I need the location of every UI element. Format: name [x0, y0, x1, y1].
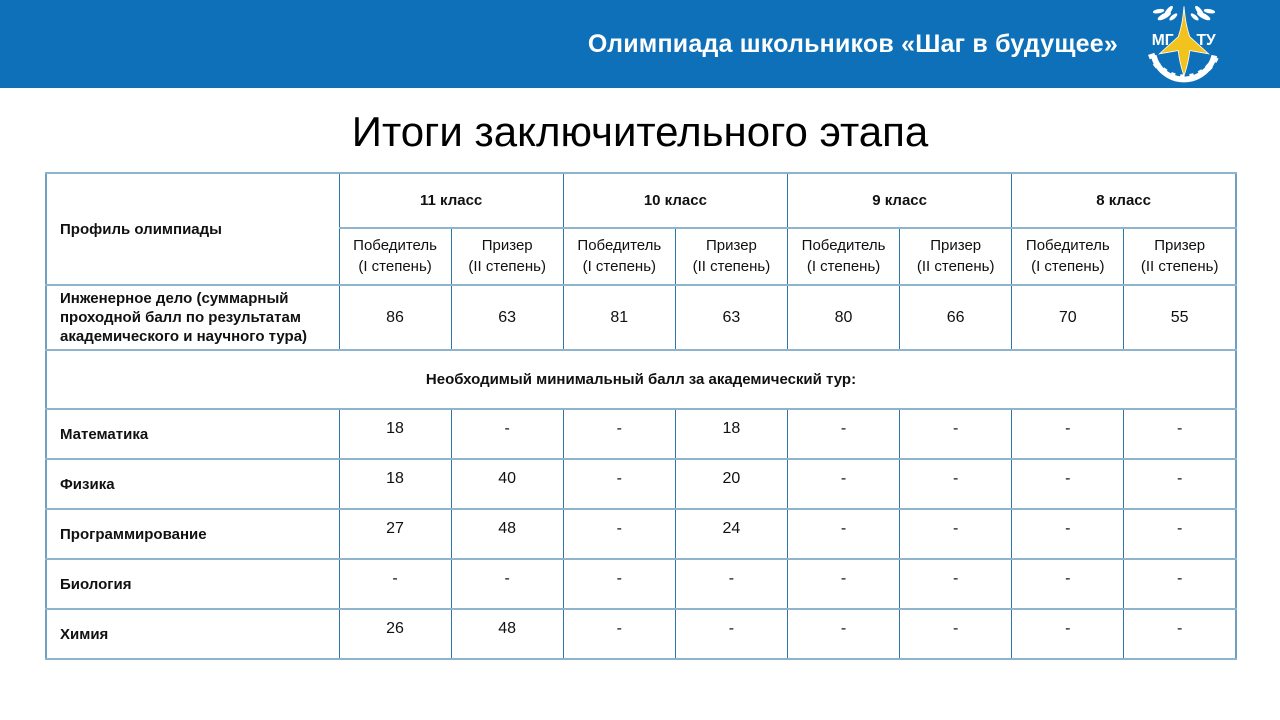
score-cell: 63 [451, 285, 563, 350]
score-cell: 80 [788, 285, 900, 350]
mgtu-logo [1134, 3, 1234, 85]
row-label: Физика [46, 459, 339, 509]
score-cell: 86 [339, 285, 451, 350]
score-cell: - [563, 459, 675, 509]
table-row [46, 609, 1236, 659]
winner-subheader: Победитель (I степень) [563, 228, 675, 285]
row-label: Биология [46, 559, 339, 609]
table-row [46, 459, 1236, 509]
score-cell: - [339, 559, 451, 609]
score-cell: - [563, 559, 675, 609]
logo-mg-text: МГ [1151, 31, 1174, 49]
winner-subheader: Победитель (I степень) [788, 228, 900, 285]
score-cell: - [563, 509, 675, 559]
score-cell: 27 [339, 509, 451, 559]
table-row [46, 285, 1236, 350]
score-cell: - [788, 609, 900, 659]
grade-header-row [46, 173, 1236, 228]
score-cell: - [900, 459, 1012, 509]
score-cell: - [788, 509, 900, 559]
score-cell: 48 [451, 509, 563, 559]
score-cell: - [451, 409, 563, 459]
score-cell: - [1012, 509, 1124, 559]
grade-header-11: 11 класс [339, 173, 563, 228]
row-label: Химия [46, 609, 339, 659]
score-cell: - [675, 609, 787, 659]
score-cell: 70 [1012, 285, 1124, 350]
winner-subheader: Победитель (I степень) [1012, 228, 1124, 285]
score-cell: - [1012, 609, 1124, 659]
header-title: Олимпиада школьников «Шаг в будущее» [587, 29, 1118, 58]
score-cell: - [563, 609, 675, 659]
score-cell: 26 [339, 609, 451, 659]
score-cell: 66 [900, 285, 1012, 350]
profile-header: Профиль олимпиады [46, 173, 339, 285]
prize-subheader: Призер (II степень) [675, 228, 787, 285]
score-cell: - [675, 559, 787, 609]
score-cell: - [451, 559, 563, 609]
prize-subheader: Призер (II степень) [900, 228, 1012, 285]
page-title: Итоги заключительного этапа [351, 108, 929, 155]
score-cell: 24 [675, 509, 787, 559]
score-cell: 48 [451, 609, 563, 659]
score-cell: - [1124, 609, 1236, 659]
score-cell: - [1124, 409, 1236, 459]
score-cell: 20 [675, 459, 787, 509]
score-cell: - [1012, 459, 1124, 509]
header-bar [0, 0, 1280, 88]
score-cell: 40 [451, 459, 563, 509]
row-label: Математика [46, 409, 339, 459]
score-cell: 81 [563, 285, 675, 350]
score-cell: - [1012, 409, 1124, 459]
score-cell: - [1012, 559, 1124, 609]
section-header: Необходимый минимальный балл за академический тур: [46, 350, 1236, 409]
score-cell: 55 [1124, 285, 1236, 350]
score-cell: - [900, 509, 1012, 559]
row-label: Программирование [46, 509, 339, 559]
winner-subheader: Победитель (I степень) [339, 228, 451, 285]
score-cell: - [900, 559, 1012, 609]
table-row [46, 409, 1236, 459]
score-cell: - [788, 409, 900, 459]
grade-header-10: 10 класс [563, 173, 787, 228]
mgtu-emblem-icon [1134, 3, 1234, 85]
score-cell: - [900, 609, 1012, 659]
grade-header-9: 9 класс [788, 173, 1012, 228]
row-label: Инженерное дело (суммарный проходной балл по результатам академического и научного тура) [46, 285, 339, 350]
score-cell: 18 [675, 409, 787, 459]
prize-subheader: Призер (II степень) [451, 228, 563, 285]
score-cell: - [1124, 559, 1236, 609]
score-cell: 63 [675, 285, 787, 350]
grade-header-8: 8 класс [1012, 173, 1236, 228]
score-cell: 18 [339, 409, 451, 459]
prize-subheader: Призер (II степень) [1124, 228, 1236, 285]
score-cell: - [900, 409, 1012, 459]
score-cell: - [788, 559, 900, 609]
score-cell: - [1124, 509, 1236, 559]
logo-tu-text: ТУ [1196, 31, 1216, 49]
table-row [46, 559, 1236, 609]
table-row [46, 350, 1236, 409]
score-cell: - [1124, 459, 1236, 509]
score-cell: - [788, 459, 900, 509]
score-cell: - [563, 409, 675, 459]
table-row [46, 509, 1236, 559]
results-table [45, 172, 1237, 660]
score-cell: 18 [339, 459, 451, 509]
